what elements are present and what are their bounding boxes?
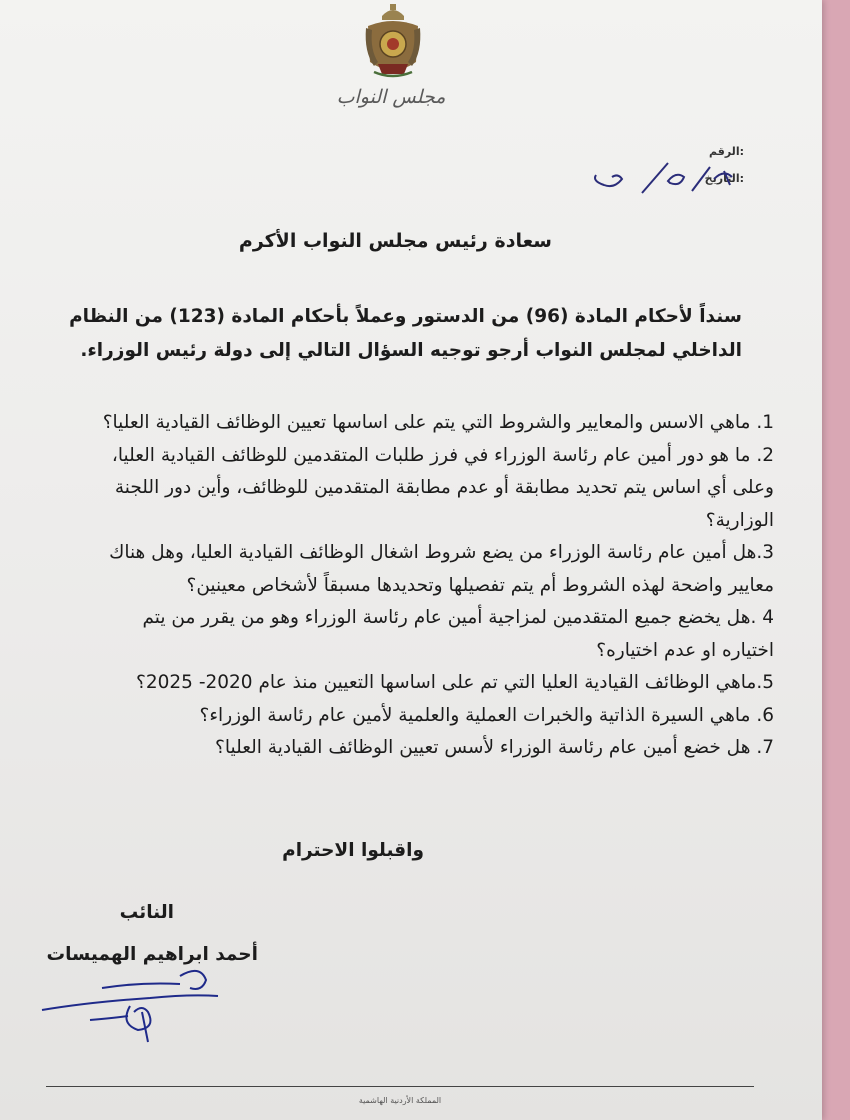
handwritten-signature bbox=[30, 958, 230, 1048]
questions-list bbox=[14, 407, 774, 765]
intro-paragraph bbox=[52, 300, 742, 368]
reference-label: الرقم: bbox=[709, 145, 744, 158]
date-label: التاريخ: bbox=[704, 172, 744, 185]
question-line: 2. ما هو دور أمين عام رئاسة الوزراء في فرز طلبات المتقدمين للوظائف القيادية العليا، bbox=[111, 444, 774, 466]
intro-line: سنداً لأحكام المادة (96) من الدستور وعملاً بأحكام المادة (123) من النظام bbox=[69, 306, 742, 327]
signatory-name: أحمد ابراهيم الهميسات bbox=[46, 944, 258, 965]
question-line: معايير واضحة لهذه الشروط أم يتم تفصيلها وتحديدها مسبقاً لأشخاص معينين؟ bbox=[186, 574, 774, 596]
handwritten-date bbox=[584, 155, 744, 205]
footer-divider bbox=[46, 1086, 754, 1087]
question-line: 6. ماهي السيرة الذاتية والخبرات العملية والعلمية لأمين عام رئاسة الوزراء؟ bbox=[199, 704, 774, 726]
question-line: اختياره او عدم اختياره؟ bbox=[596, 639, 774, 661]
parliament-name: مجلس النواب bbox=[336, 86, 446, 108]
salutation: سعادة رئيس مجلس النواب الأكرم bbox=[238, 230, 552, 252]
question-line: 1. ماهي الاسس والمعايير والشروط التي يتم على اساسها تعيين الوظائف القيادية العليا؟ bbox=[102, 412, 774, 433]
closing-line: واقبلوا الاحترام bbox=[282, 840, 424, 861]
footer-text: المملكة الأردنية الهاشمية bbox=[358, 1096, 442, 1105]
question-line: 4 .هل يخضع جميع المتقدمين لمزاجية أمين عام رئاسة الوزراء وهو من يقرر من يتم bbox=[142, 607, 774, 628]
question-line: وعلى أي اساس يتم تحديد مطابقة أو عدم مطابقة المتقدمين للوظائف، وأين دور اللجنة bbox=[114, 477, 774, 498]
signatory-title: النائب bbox=[119, 902, 174, 923]
question-line: 3.هل أمين عام رئاسة الوزراء من يضع شروط اشغال الوظائف القيادية العليا، وهل هناك bbox=[109, 542, 774, 563]
coat-of-arms-emblem bbox=[360, 2, 426, 80]
question-line: 7. هل خضع أمين عام رئاسة الوزراء لأسس تعيين الوظائف القيادية العليا؟ bbox=[215, 737, 774, 758]
question-line: الوزارية؟ bbox=[705, 509, 774, 531]
intro-line: الداخلي لمجلس النواب أرجو توجيه السؤال التالي إلى دولة رئيس الوزراء. bbox=[80, 340, 742, 361]
question-line: 5.ماهي الوظائف القيادية العليا التي تم على اساسها التعيين منذ عام 2020- 2025؟ bbox=[136, 672, 774, 693]
